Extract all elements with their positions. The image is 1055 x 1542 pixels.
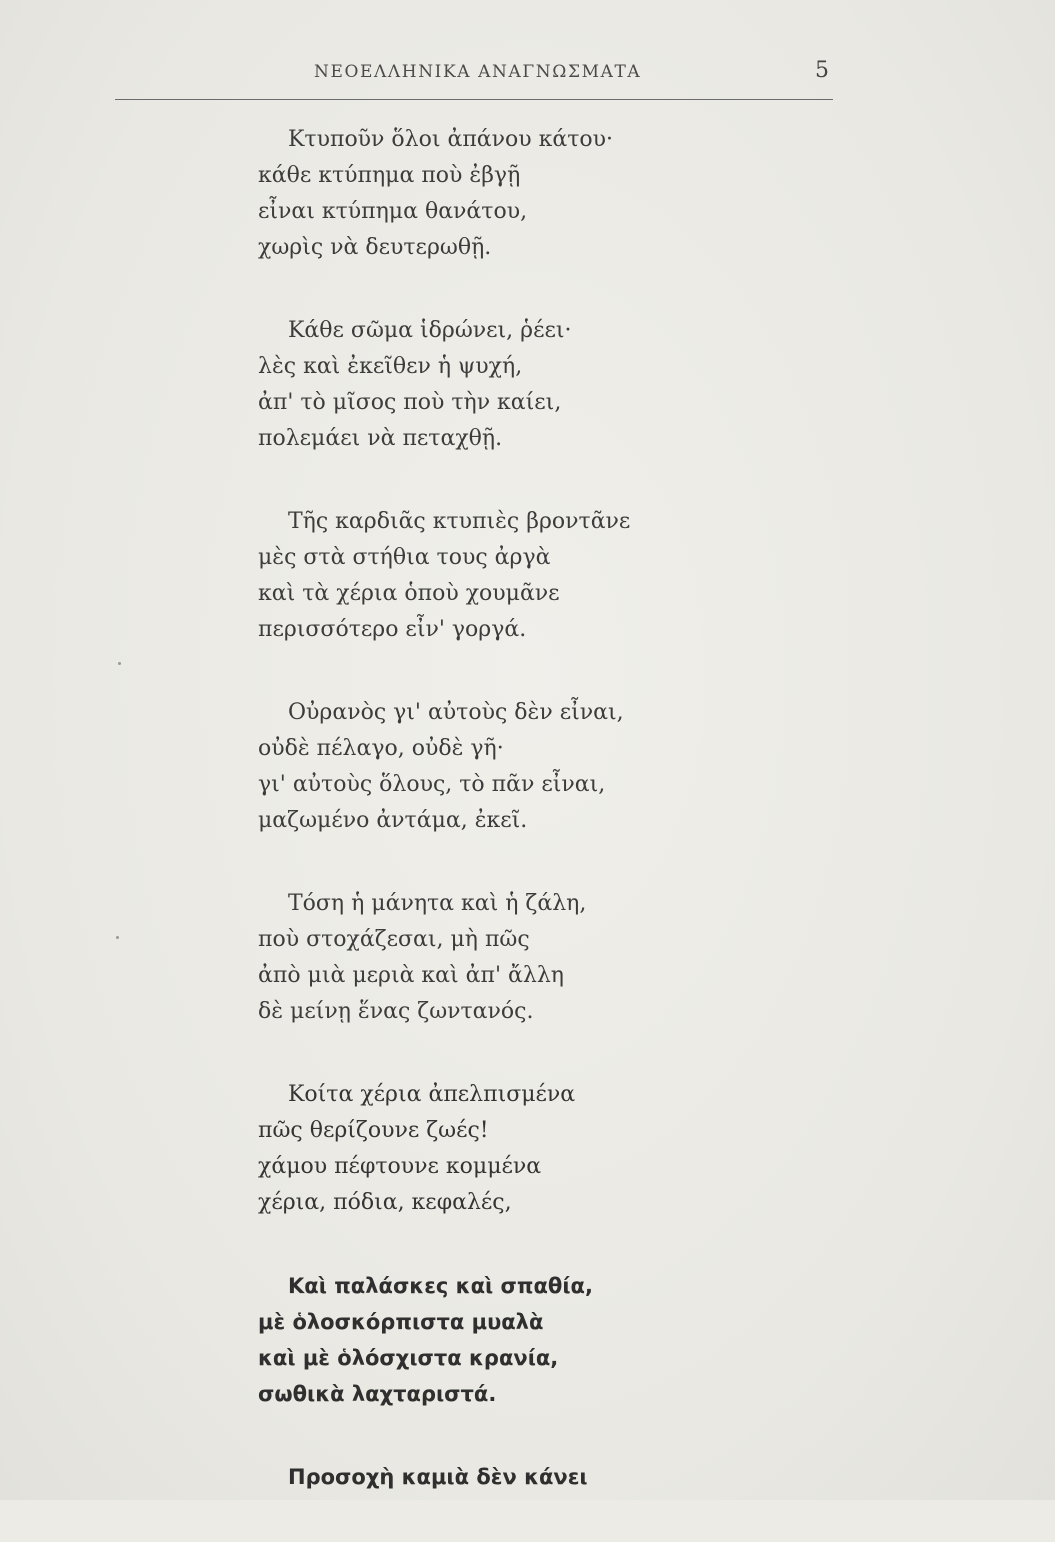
stanza-3 bbox=[258, 504, 818, 648]
poem-line: σωθικὰ λαχταριστά. bbox=[258, 1382, 497, 1406]
paper-speck bbox=[118, 662, 121, 665]
poem-line: μαζωμένο ἀντάμα, ἐκεῖ. bbox=[258, 808, 528, 833]
poem-line: χωρὶς νὰ δευτερωθῇ. bbox=[258, 235, 492, 260]
header-rule bbox=[115, 99, 833, 100]
poem-line: χάμου πέφτουνε κομμένα bbox=[258, 1154, 542, 1179]
stanza-8 bbox=[258, 1459, 818, 1495]
poem-line: Καὶ παλάσκες καὶ σπαθία, bbox=[288, 1274, 593, 1298]
stanza-6 bbox=[258, 1077, 818, 1221]
poem-line: δὲ μείνῃ ἕνας ζωντανός. bbox=[258, 999, 534, 1024]
stanza-2 bbox=[258, 313, 818, 457]
stanza-7 bbox=[258, 1268, 818, 1412]
stanza-1 bbox=[258, 122, 818, 266]
poem-line: Τῆς καρδιᾶς κτυπιὲς βροντᾶνε bbox=[288, 509, 631, 534]
page-number: 5 bbox=[815, 58, 829, 83]
poem-line: χέρια, πόδια, κεφαλές, bbox=[258, 1190, 512, 1215]
poem-line: κάθε κτύπημα ποὺ ἐβγῇ bbox=[258, 163, 521, 188]
running-title: ΝΕΟΕΛΛΗΝΙΚΑ ΑΝΑΓΝΩΣΜΑΤΑ bbox=[314, 62, 642, 82]
poem-line: Οὐρανὸς γι' αὐτοὺς δὲν εἶναι, bbox=[288, 700, 624, 725]
poem-line: οὐδὲ πέλαγο, οὐδὲ γῆ· bbox=[258, 736, 504, 761]
poem-line: Κοίτα χέρια ἀπελπισμένα bbox=[288, 1082, 576, 1107]
poem-line: εἶναι κτύπημα θανάτου, bbox=[258, 199, 528, 224]
poem-line: Προσοχὴ καμιὰ δὲν κάνει bbox=[288, 1465, 588, 1489]
poem-line: πῶς θερίζουνε ζωές! bbox=[258, 1118, 489, 1143]
poem-line: λὲς καὶ ἐκεῖθεν ἡ ψυχή, bbox=[258, 354, 523, 379]
poem-line: Κτυποῦν ὅλοι ἀπάνου κάτου· bbox=[288, 127, 614, 152]
paper-speck bbox=[116, 936, 119, 939]
poem-line: ἀπὸ μιὰ μεριὰ καὶ ἀπ' ἄλλη bbox=[258, 963, 564, 988]
poem-line: καὶ μὲ ὁλόσχιστα κρανία, bbox=[258, 1346, 559, 1370]
poem-line: περισσότερο εἶν' γοργά. bbox=[258, 617, 527, 642]
stanza-5 bbox=[258, 886, 818, 1030]
poem-line: ποὺ στοχάζεσαι, μὴ πῶς bbox=[258, 927, 530, 952]
poem bbox=[258, 122, 818, 1542]
poem-line: πολεμάει νὰ πεταχθῇ. bbox=[258, 426, 503, 451]
poem-line: ἀπ' τὸ μῖσος ποὺ τὴν καίει, bbox=[258, 390, 562, 415]
poem-line: καὶ τὰ χέρια ὁποὺ χουμᾶνε bbox=[258, 581, 560, 606]
poem-line: μὲς στὰ στήθια τους ἀργὰ bbox=[258, 545, 551, 570]
poem-line: γι' αὐτοὺς ὅλους, τὸ πᾶν εἶναι, bbox=[258, 772, 606, 797]
stanza-4 bbox=[258, 695, 818, 839]
poem-line: Τόση ἡ μάνητα καὶ ἡ ζάλη, bbox=[288, 891, 587, 916]
poem-line: Κάθε σῶμα ἱδρώνει, ῥέει· bbox=[288, 318, 572, 343]
poem-line: μὲ ὁλοσκόρπιστα μυαλὰ bbox=[258, 1310, 544, 1334]
